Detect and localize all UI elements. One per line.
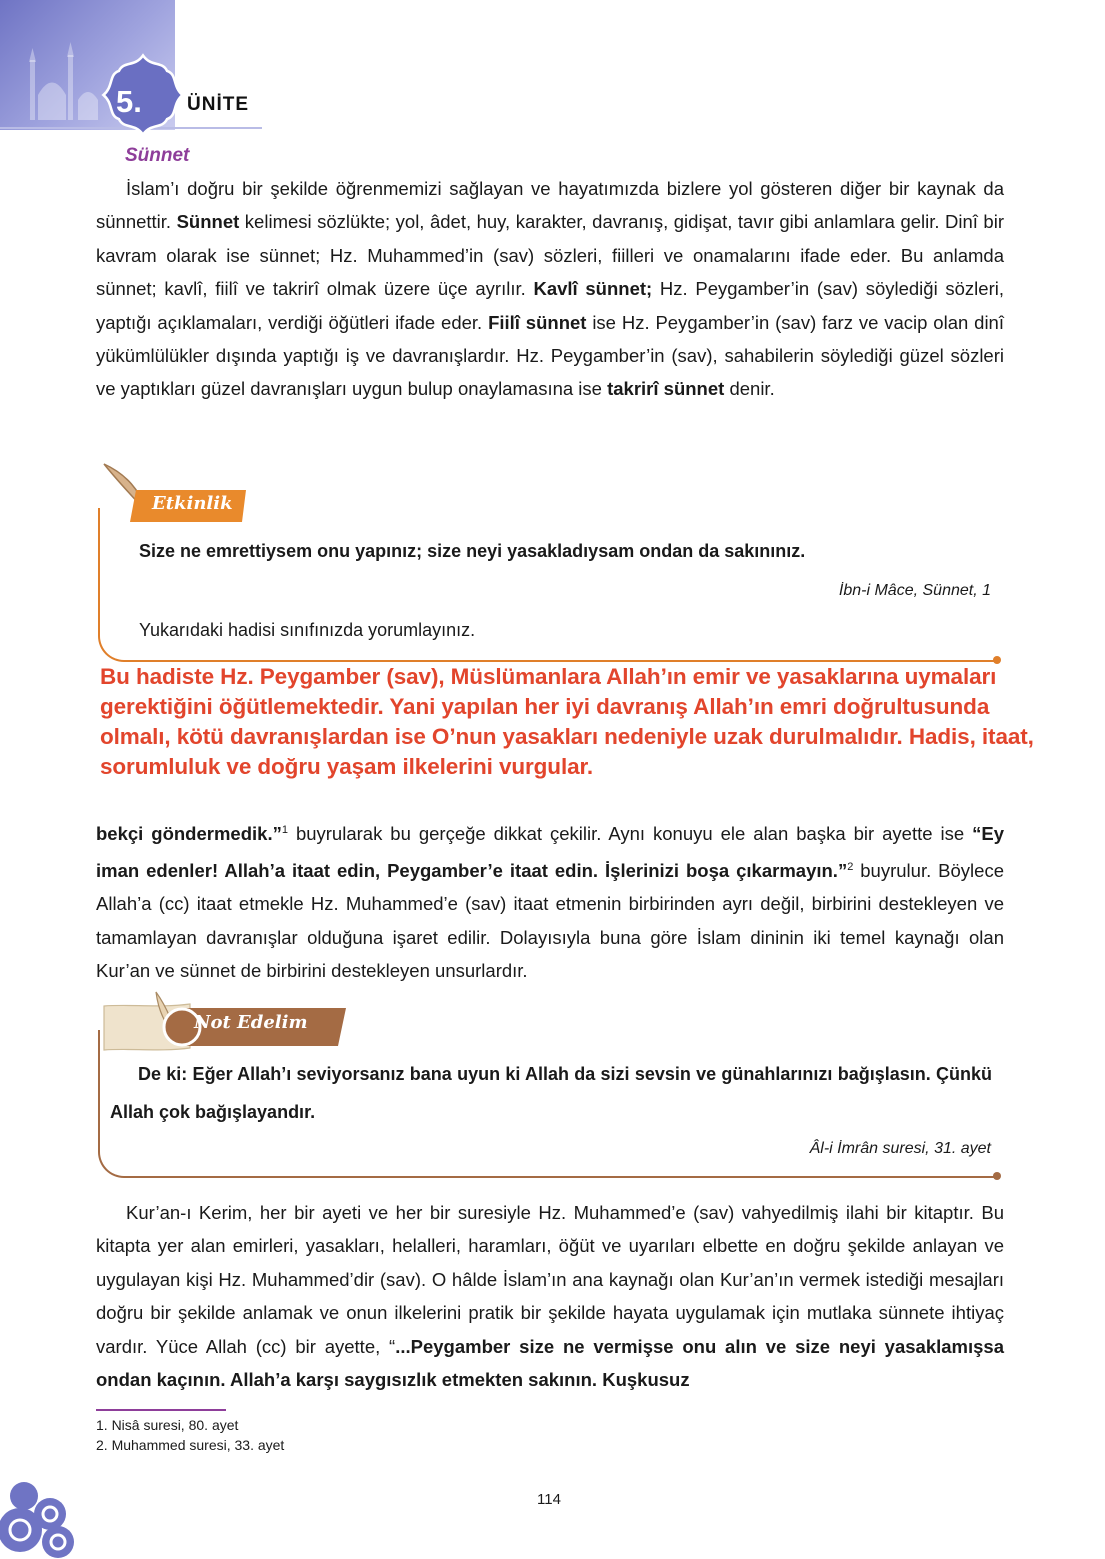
not-edelim-ayet: De ki: Eğer Allah’ı seviyorsanız bana uyun ki Allah da sizi sevsin ve günahlarınızı bağışlasın. Çünkü Allah çok bağışlayandır. bbox=[110, 1064, 992, 1122]
section-title: Sünnet bbox=[125, 145, 190, 166]
paragraph1-run-6: ise Hz. Peygamber’in (sav) farz ve vacip olan dinî yükümlülükler dışında yaptığı iş ve davranışlardır. Hz. Peygamber’in (sav), sahabilerin söylediği güzel sözleri ve yaptıkları güzel davranışları uygun bulup onaylamasına ise bbox=[96, 311, 1004, 400]
paragraph-itaat bbox=[96, 814, 1004, 987]
paragraph3-run-1: ...Peygamber size ne vermişse onu alın ve size neyi yasaklamışsa ondan kaçının. Allah’a karşı saygısızlık etmekten sakının. Kuşkusuz bbox=[96, 1335, 1004, 1391]
paragraph2-run-5: buyrulur. Böylece Allah’a (cc) itaat etmekle Hz. Muhammed’e (sav) itaat etmenin birbirinden ayrı değil, birbirini destekleyen ve tamamlayan davranışlar olduğuna işaret edilir. Dolayısıyla buna göre İslam dininin iki temel kaynağı olan Kur’an ve sünnet de birbirini destekleyen unsurlardır. bbox=[96, 859, 1004, 981]
paragraph1-run-1: Sünnet bbox=[176, 211, 240, 233]
etkinlik-source: İbn-i Mâce, Sünnet, 1 bbox=[838, 582, 991, 599]
paragraph3-run-0: Kur’an-ı Kerim, her bir ayeti ve her bir suresiyle Hz. Muhammed’e (sav) vahyedilmiş ilahi bir kitaptır. Bu kitapta yer alan emirleri, yasakları, helalleri, haramları, öğüt ve uyarıları elbette en doğru şekilde anlayan ve uygulayan kişi Hz. Muhammed’dir (sav). O hâlde İslam’ın ana kaynağı olan Kur’an’ın vermek istediği mesajları doğru bir şekilde anlamak ve onun ilkelerini pratik bir şekilde hayata uygulamak için mutlaka sünnete ihtiyaç vardır. Yüce Allah (cc) bir ayette, “ bbox=[96, 1202, 1004, 1357]
etkinlik-hadith: Size ne emrettiysem onu yapınız; size neyi yasakladıysam ondan da sakınınız. bbox=[139, 541, 806, 561]
unit-number: 5. bbox=[116, 84, 142, 119]
paragraph1-run-2: kelimesi sözlükte; yol, âdet, huy, karakter, davranış, gidişat, tavır gibi anlamlara gelir. Dinî bir kavram olarak ise sünnet; Hz. Muhammed’in (sav) sözleri, fiilleri ve onamalarını ifade eder. Bu anlamda sünnet; kavlî, fiilî ve takrirî olmak üzere üçe ayrılır. bbox=[96, 211, 1004, 300]
not-edelim-label: Not Edelim bbox=[194, 1012, 308, 1033]
paragraph-sunnet bbox=[96, 172, 1004, 406]
paragraph2-run-3: “Ey iman edenler! Allah’a itaat edin, Peygamber’e itaat edin. İşlerinizi boşa çıkarmayın.” bbox=[96, 823, 1005, 881]
paragraph2-run-0: bekçi göndermedik.” bbox=[96, 823, 282, 845]
unit-badge-icon bbox=[100, 52, 186, 138]
not-edelim-end-dot bbox=[993, 1172, 1001, 1180]
unit-label: ÜNİTE bbox=[187, 94, 249, 115]
paragraph-kuran bbox=[96, 1196, 1004, 1396]
paragraph1-run-7: takrirî sünnet bbox=[607, 378, 725, 400]
paragraph2-run-2: buyrularak bu gerçeğe dikkat çekilir. Aynı konuyu ele alan başka bir ayette ise bbox=[287, 823, 973, 845]
not-edelim-source: Âl-i İmrân suresi, 31. ayet bbox=[809, 1140, 991, 1157]
etkinlik-label: Etkinlik bbox=[152, 493, 233, 514]
footnote-rule bbox=[96, 1409, 226, 1411]
footnote-1: 1. Nisâ suresi, 80. ayet bbox=[96, 1417, 239, 1433]
paragraph1-run-8: denir. bbox=[724, 378, 775, 400]
footnote-2: 2. Muhammed suresi, 33. ayet bbox=[96, 1437, 285, 1453]
paragraph1-run-4: Hz. Peygamber’in (sav) söylediği sözleri, yaptığı açıklamaları, verdiği öğütleri ifade eder. bbox=[96, 278, 1004, 333]
paragraph2-run-4: 2 bbox=[847, 860, 854, 873]
paragraph1-run-3: Kavlî sünnet; bbox=[533, 278, 653, 300]
paragraph2-run-1: 1 bbox=[281, 824, 288, 836]
etkinlik-task: Yukarıdaki hadisi sınıfınızda yorumlayınız. bbox=[139, 620, 476, 640]
answer-overlay: Bu hadiste Hz. Peygamber (sav), Müslümanlara Allah’ın emir ve yasaklarına uymaları gerektiğini öğütlemektedir. Yani yapılan her iyi davranış Allah’ın emri doğrultusunda olmalı, kötü davranışlardan ise O’nun yasakları nedeniyle uzak durulmalıdır. Hadis, itaat, sorumluluk ve doğru yaşam ilkelerini vurgular. bbox=[100, 664, 1034, 779]
corner-flower-ornament-icon bbox=[0, 1430, 100, 1559]
paragraph1-run-5: Fiilî sünnet bbox=[488, 311, 587, 333]
page-number: 114 bbox=[537, 1491, 561, 1508]
paragraph1-run-0: İslam’ı doğru bir şekilde öğrenmemizi sağlayan ve hayatımızda bizlere yol gösteren diğer bir kaynak da sünnettir. bbox=[96, 178, 1004, 233]
